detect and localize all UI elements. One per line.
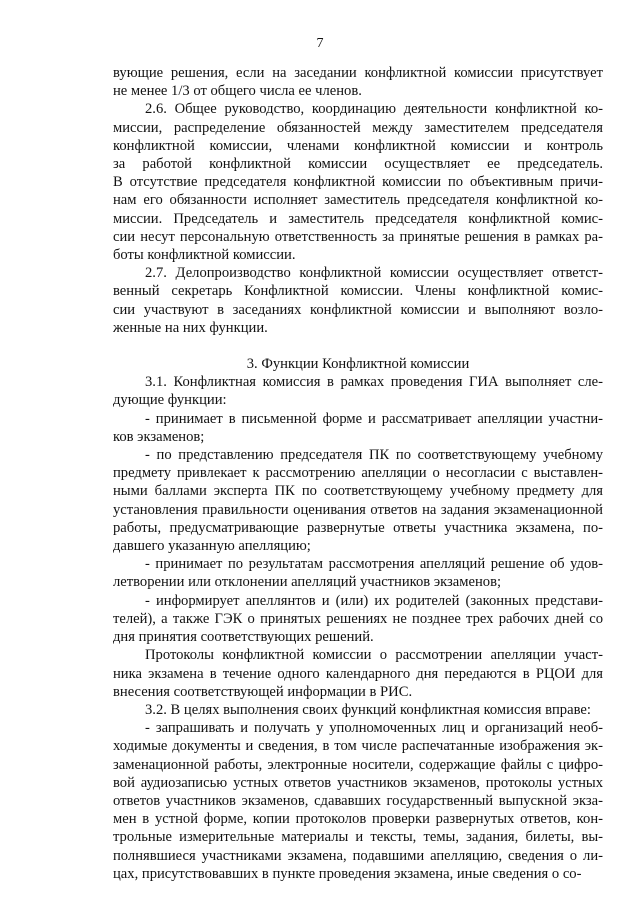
- paragraph: [113, 373, 603, 409]
- text-line: - по представлению председателя ПК по соответствующему учебному: [145, 447, 603, 464]
- paragraph: [113, 446, 603, 555]
- text-line: 3.1. Конфликтная комиссия в рамках проведения ГИА выполняет сле-: [145, 374, 603, 391]
- text-line: миссии. Председатель и заместитель председателя конфликтной комис-: [113, 210, 603, 227]
- paragraph: [113, 592, 603, 647]
- text-line: работы, предусматривающие развернутые ответы участника экзамена, по-: [113, 519, 603, 536]
- text-line: 3.2. В целях выполнения своих функций конфликтная комиссия вправе:: [145, 701, 591, 718]
- text-line: дующие функции:: [113, 392, 227, 409]
- text-line: не менее 1/3 от общего числа ее членов.: [113, 83, 362, 100]
- text-line: В отсутствие председателя конфликтной комиссии по объективным причи-: [113, 174, 603, 191]
- text-line: - принимает по результатам рассмотрения апелляций решение об удов-: [145, 556, 603, 573]
- text-line: за работой конфликтной комиссии осуществляет ее председатель.: [113, 156, 603, 173]
- text-line: трольные измерительные материалы и тексты, темы, задания, билеты, вы-: [113, 829, 603, 846]
- text-line: миссии, распределение обязанностей между заместителем председателя: [113, 119, 603, 136]
- text-line: вой аудиозаписью устных ответов участников экзаменов, протоколы устных: [113, 774, 603, 791]
- text-line: внесения соответствующей информации в РИС.: [113, 683, 413, 700]
- text-line: заменационной работы, электронные носители, содержащие файлы с цифро-: [113, 756, 603, 773]
- text-line: ника экзамена в течение одного календарного дня передаются в РЦОИ для: [113, 665, 603, 682]
- section-heading: 3. Функции Конфликтной комиссии: [246, 356, 470, 373]
- text-line: летворении или отклонении апелляций участников экзаменов;: [113, 574, 502, 591]
- text-line: предмету привлекает к рассмотрению апелляции о несогласии с выставлен-: [113, 465, 603, 482]
- text-line: - информирует апеллянтов и (или) их родителей (законных представи-: [145, 592, 603, 609]
- paragraph: [113, 410, 603, 446]
- document-body: [113, 64, 603, 883]
- text-line: мен в устной форме, копии протоколов проверки развернутых ответов, кон-: [113, 811, 603, 828]
- text-line: - принимает в письменной форме и рассматривает апелляции участни-: [145, 410, 603, 427]
- text-line: вующие решения, если на заседании конфликтной комиссии присутствует: [113, 65, 603, 81]
- text-line: венный секретарь Конфликтной комиссии. Члены конфликтной комис-: [113, 283, 603, 300]
- text-line: ответов участников экзаменов, сдававших государственный выпускной экза-: [113, 792, 603, 809]
- text-line: ходимые документы и сведения, в том числе распечатанные изображения эк-: [113, 738, 603, 755]
- paragraph: [113, 100, 603, 264]
- text-line: конфликтной комиссии, членами конфликтной комиссии и контроль: [113, 137, 603, 154]
- text-line: давшего указанную апелляцию;: [113, 538, 311, 555]
- text-line: 2.7. Делопроизводство конфликтной комиссии осуществляет ответст-: [145, 265, 603, 282]
- text-line: полнявшиеся участниками экзамена, подавшими апелляцию, сведения о ли-: [113, 847, 603, 864]
- page-number: 7: [316, 36, 324, 51]
- paragraph: [113, 701, 603, 719]
- text-line: сии участвуют в заседаниях конфликтной комиссии и выполняют возло-: [113, 301, 603, 318]
- text-line: - запрашивать и получать у уполномоченных лиц и организаций необ-: [145, 720, 603, 737]
- paragraph: [113, 646, 603, 701]
- text-line: дня принятия соответствующих решений.: [113, 629, 374, 646]
- text-line: женные на них функции.: [113, 319, 268, 336]
- text-line: ными баллами эксперта ПК по соответствующему учебному предмету для: [113, 483, 603, 500]
- paragraph: [113, 264, 603, 337]
- text-line: ков экзаменов;: [113, 428, 205, 445]
- text-line: нам его обязанности исполняет заместитель председателя конфликтной ко-: [113, 192, 603, 209]
- text-line: цах, присутствовавших в пункте проведения экзамена, иные сведения о со-: [113, 865, 582, 882]
- text-line: телей), а также ГЭК о принятых решениях не позднее трех рабочих дней со: [113, 610, 603, 627]
- text-line: 2.6. Общее руководство, координацию деятельности конфликтной ко-: [145, 101, 603, 118]
- paragraph: [113, 555, 603, 591]
- text-line: установления правильности оценивания ответов на задания экзаменационной: [113, 501, 603, 518]
- paragraph: [113, 719, 603, 883]
- paragraph: [113, 64, 603, 100]
- text-line: боты конфликтной комиссии.: [113, 247, 296, 264]
- text-line: Протоколы конфликтной комиссии о рассмотрении апелляции участ-: [145, 647, 603, 664]
- text-line: сии несут персональную ответственность за принятые решения в рамках ра-: [113, 228, 603, 245]
